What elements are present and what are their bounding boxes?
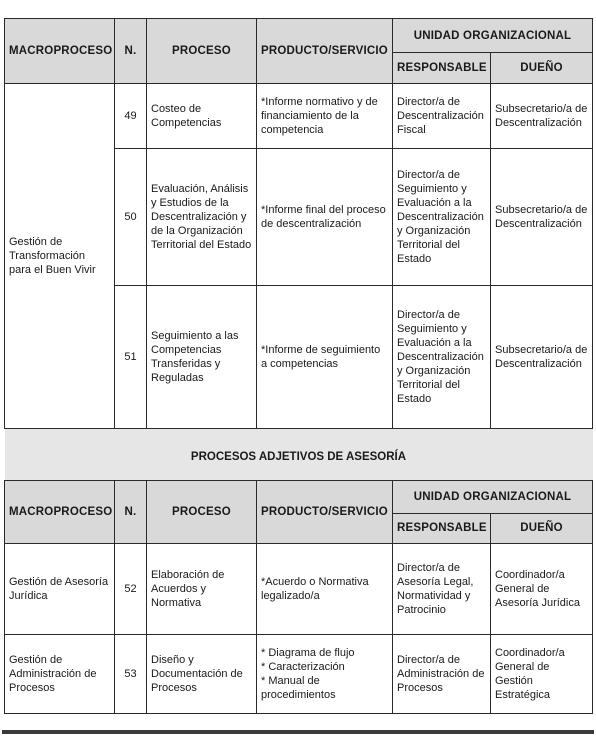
- responsable-cell: Director/a de Descentralización Fiscal: [393, 84, 491, 149]
- header-responsable: RESPONSABLE: [393, 53, 491, 84]
- table-row: [5, 635, 593, 714]
- header-dueno: DUEÑO: [491, 513, 593, 543]
- header-unidad: UNIDAD ORGANIZACIONAL: [393, 19, 593, 53]
- header-dueno: DUEÑO: [491, 53, 593, 84]
- table1-header-row: [5, 19, 593, 53]
- producto-cell: *Informe de seguimiento a competencias: [257, 286, 393, 429]
- table2-header-row: [5, 481, 593, 514]
- dueno-cell: Subsecretario/a de Descentralización: [491, 286, 593, 429]
- producto-cell: *Informe normativo y de financiamiento de la competencia: [257, 84, 393, 149]
- dueno-cell: Subsecretario/a de Descentralización: [491, 149, 593, 286]
- section-title: PROCESOS ADJETIVOS DE ASESORÍA: [5, 429, 593, 481]
- header-producto: PRODUCTO/SERVICIO: [257, 19, 393, 84]
- dueno-cell: Coordinador/a General de Gestión Estratégica: [491, 635, 593, 714]
- proceso-cell: Costeo de Competencias: [147, 84, 257, 149]
- producto-item: * Caracterización: [261, 661, 345, 673]
- producto-item: * Manual de procedimientos: [261, 675, 336, 701]
- macroproceso-cell: Gestión de Asesoría Jurídica: [5, 544, 115, 635]
- row-number: 53: [115, 635, 147, 714]
- proceso-cell: Evaluación, Análisis y Estudios de la Descentralización y de la Organización Territorial del Estado: [147, 149, 257, 286]
- producto-cell: *Acuerdo o Normativa legalizado/a: [257, 544, 393, 635]
- producto-item: * Diagrama de flujo: [261, 647, 355, 659]
- table-row: [5, 84, 593, 149]
- dueno-cell: Subsecretario/a de Descentralización: [491, 84, 593, 149]
- header-proceso: PROCESO: [147, 481, 257, 544]
- header-macroproceso: MACROPROCESO: [5, 481, 115, 544]
- row-number: 50: [115, 149, 147, 286]
- row-number: 51: [115, 286, 147, 429]
- responsable-cell: Director/a de Seguimiento y Evaluación a la Descentralización y Organización Territorial del Estado: [393, 286, 491, 429]
- responsable-cell: Director/a de Asesoría Legal, Normatividad y Patrocinio: [393, 544, 491, 635]
- macroproceso-cell: Gestión de Transformación para el Buen Vivir: [5, 84, 115, 429]
- responsable-cell: Director/a de Administración de Procesos: [393, 635, 491, 714]
- producto-list-cell: [257, 635, 393, 714]
- header-producto: PRODUCTO/SERVICIO: [257, 481, 393, 544]
- section-title-row: [5, 429, 593, 481]
- header-macroproceso: MACROPROCESO: [5, 19, 115, 84]
- header-responsable: RESPONSABLE: [393, 513, 491, 543]
- process-table: [4, 18, 593, 714]
- macroproceso-cell: Gestión de Administración de Procesos: [5, 635, 115, 714]
- dueno-cell: Coordinador/a General de Asesoría Jurídica: [491, 544, 593, 635]
- row-number: 52: [115, 544, 147, 635]
- row-number: 49: [115, 84, 147, 149]
- responsable-cell: Director/a de Seguimiento y Evaluación a la Descentralización y Organización Territorial del Estado: [393, 149, 491, 286]
- header-n: N.: [115, 481, 147, 544]
- document-sheet: [4, 18, 592, 714]
- proceso-cell: Diseño y Documentación de Procesos: [147, 635, 257, 714]
- header-n: N.: [115, 19, 147, 84]
- proceso-cell: Elaboración de Acuerdos y Normativa: [147, 544, 257, 635]
- producto-cell: *Informe final del proceso de descentralización: [257, 149, 393, 286]
- proceso-cell: Seguimiento a las Competencias Transferidas y Reguladas: [147, 286, 257, 429]
- bottom-scan-border: [2, 730, 594, 734]
- table-row: [5, 544, 593, 635]
- header-unidad: UNIDAD ORGANIZACIONAL: [393, 481, 593, 514]
- header-proceso: PROCESO: [147, 19, 257, 84]
